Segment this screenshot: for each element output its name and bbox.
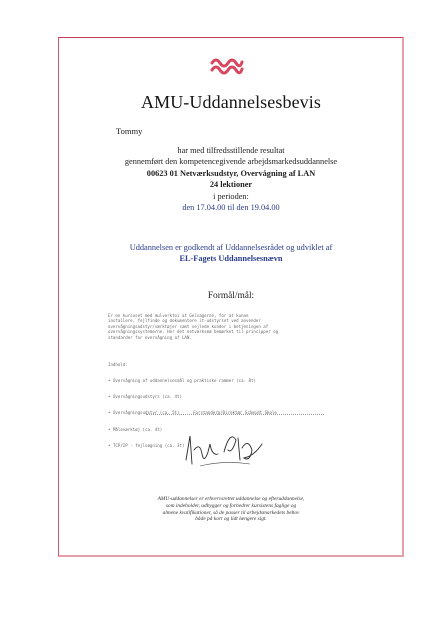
footnote-line: både på kort og lidt længere sigt. — [195, 516, 267, 523]
period-label: i perioden: — [213, 191, 249, 201]
list-item: • Overvågning af uddannelsesmål og praktiske rammer (ca. 8t) — [108, 378, 256, 384]
wave-logo-icon — [210, 56, 244, 80]
course-statement — [60, 145, 402, 213]
recipient-name: Tommy — [116, 126, 143, 136]
period-middle: til den — [227, 203, 249, 213]
statement-line-2: gennemført den kompetencegivende arbejdsmarkedsuddannelse — [124, 157, 338, 167]
footnote-line: almene kvalifikationer, så de passer til arbejdsmarkedets behov — [162, 509, 300, 516]
approval-statement — [60, 242, 402, 265]
footnote — [60, 496, 402, 523]
period-to: 19.04.00 — [250, 203, 280, 213]
statement-line-1: har med tilfredsstillende resultat — [177, 146, 285, 155]
footnote-line: AMU-uddannelser er erhvervsrettet uddannelse og efteruddannelse, — [157, 496, 305, 502]
lessons-count: 24 lektioner — [209, 180, 253, 190]
footnote-line: som indeholder, udbygger og forbedrer kursistens faglige og — [165, 502, 297, 509]
handwritten-signature — [180, 420, 270, 474]
list-item: • Overvågningsudstyrs (ca. 4t) — [108, 394, 182, 400]
certificate-title: AMU-Uddannelsesbevis — [141, 92, 321, 112]
list-item: • TCP/IP - fejlsøgning (ca. 3t) — [108, 442, 185, 448]
course-line: 00623 01 Netværksudstyr, Overvågning af LAN — [146, 168, 316, 178]
period-dates — [60, 202, 402, 213]
list-item: • Overvågningsudstyr (ca. 5t) — [108, 410, 180, 416]
contents-label: Indhold: — [108, 361, 128, 367]
objective-text: Er en kursuset med mulverktoi at Gelsagerne, for at kunne installere, fejlfinde og dokumentere it-udstyrset ved anvender overvågningsudstyr/værktøjer samt vejlede kunder i betjeningen af overvågningssystemerne. Her det netværksmæ bemærket til principper og standarder for overvågning af LAN. — [108, 313, 279, 340]
signature-line — [146, 414, 324, 415]
approval-line-1: Uddannelsen er godkendt af Uddannelsesrådet og udviklet af — [129, 243, 333, 252]
period-from: 17.04.00 — [196, 203, 226, 213]
list-item: • Måleværktøj (ca. 4t) — [108, 426, 163, 432]
objective-heading: Formål/mål: — [207, 291, 255, 301]
period-prefix: den — [182, 203, 195, 213]
signatory-name: Forstanderp/Direktør Schmidt Skole — [193, 410, 277, 415]
approval-line-2: EL-Fagets Uddannelsesnævn — [179, 254, 283, 264]
